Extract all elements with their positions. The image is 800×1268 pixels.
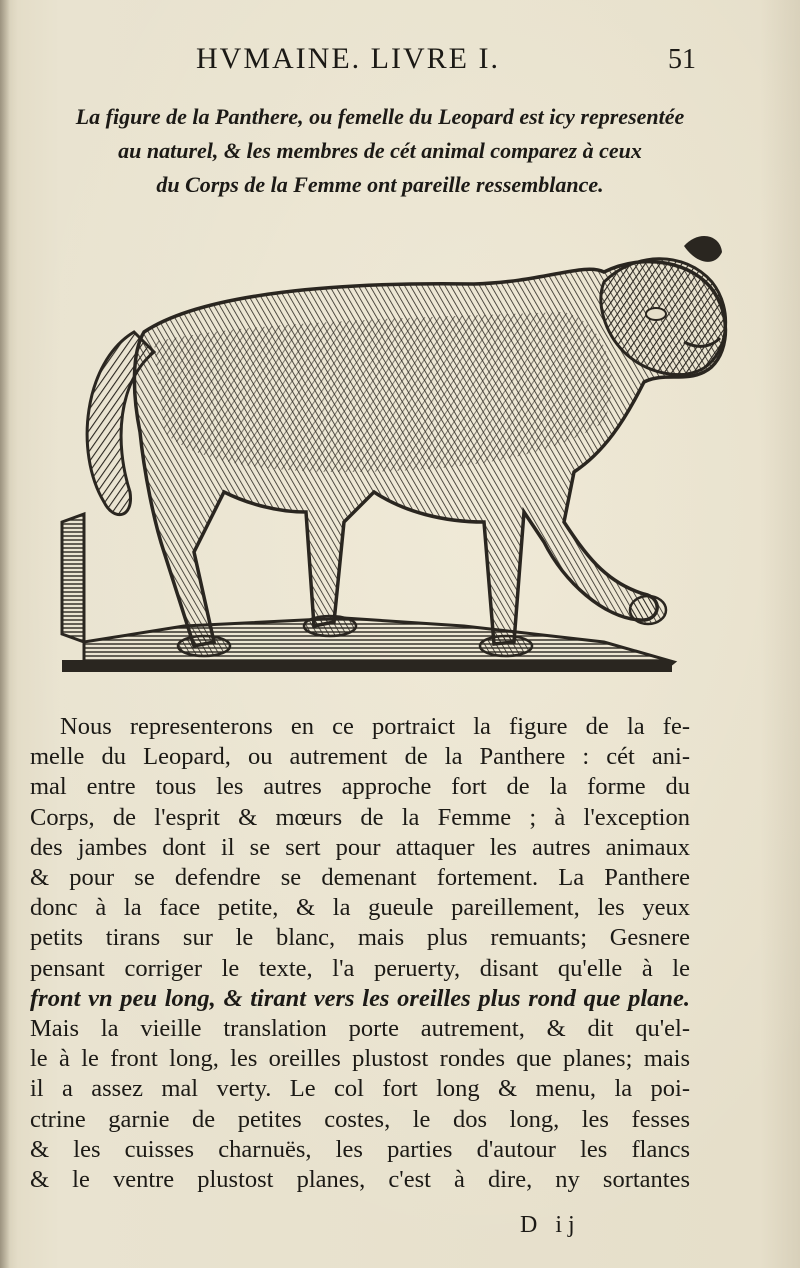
page-number: 51: [668, 44, 696, 75]
text-line: pensant corriger le texte, l'a peruerty, disant qu'elle à le: [30, 954, 690, 982]
text-line: & pour se defendre se demenant fortement. La Panthere: [30, 864, 690, 892]
illustration-caption: [40, 100, 720, 202]
caption-line: du Corps de la Femme ont pareille ressemblance.: [156, 172, 604, 197]
caption-line: La figure de la Panthere, ou femelle du Leopard est icy representée: [75, 104, 685, 129]
text-line: & les cuisses charnuës, les parties d'autour les flancs: [30, 1135, 690, 1163]
gutter-shadow: [0, 0, 10, 1268]
text-line: Nous representerons en ce portraict la figure de la fe-: [60, 713, 690, 740]
text-line: front vn peu long, & tirant vers les oreilles plus rond que plane.: [30, 984, 690, 1012]
running-title: HVMAINE. LIVRE I.: [196, 42, 500, 75]
text-line: petits tirans sur le blanc, mais plus remuants; Gesnere: [30, 924, 690, 952]
text-line: donc à la face petite, & la gueule pareillement, les yeux: [30, 894, 690, 922]
panther-woodcut-illustration: [44, 222, 734, 684]
text-line: melle du Leopard, ou autrement de la Panthere : cét ani-: [30, 743, 690, 771]
running-head: [0, 42, 800, 82]
signature-mark: D ij: [520, 1212, 581, 1238]
text-line: Mais la vieille translation porte autrement, & dit qu'el-: [30, 1015, 690, 1043]
text-line: ctrine garnie de petites costes, le dos long, les fesses: [30, 1105, 690, 1133]
text-line: le à le front long, les oreilles plustost rondes que planes; mais: [30, 1045, 690, 1073]
text-line: & le ventre plustost planes, c'est à dire, ny sortantes: [30, 1166, 690, 1194]
caption-line: au naturel, & les membres de cét animal comparez à ceux: [118, 138, 642, 163]
text-line: des jambes dont il se sert pour attaquer les autres animaux: [30, 833, 690, 861]
main-text: [30, 712, 690, 1195]
text-line: il a assez mal verty. Le col fort long & menu, la poi-: [30, 1075, 690, 1103]
text-line: Corps, de l'esprit & mœurs de la Femme ; à l'exception: [30, 803, 690, 831]
text-line: mal entre tous les autres approche fort de la forme du: [30, 773, 690, 801]
